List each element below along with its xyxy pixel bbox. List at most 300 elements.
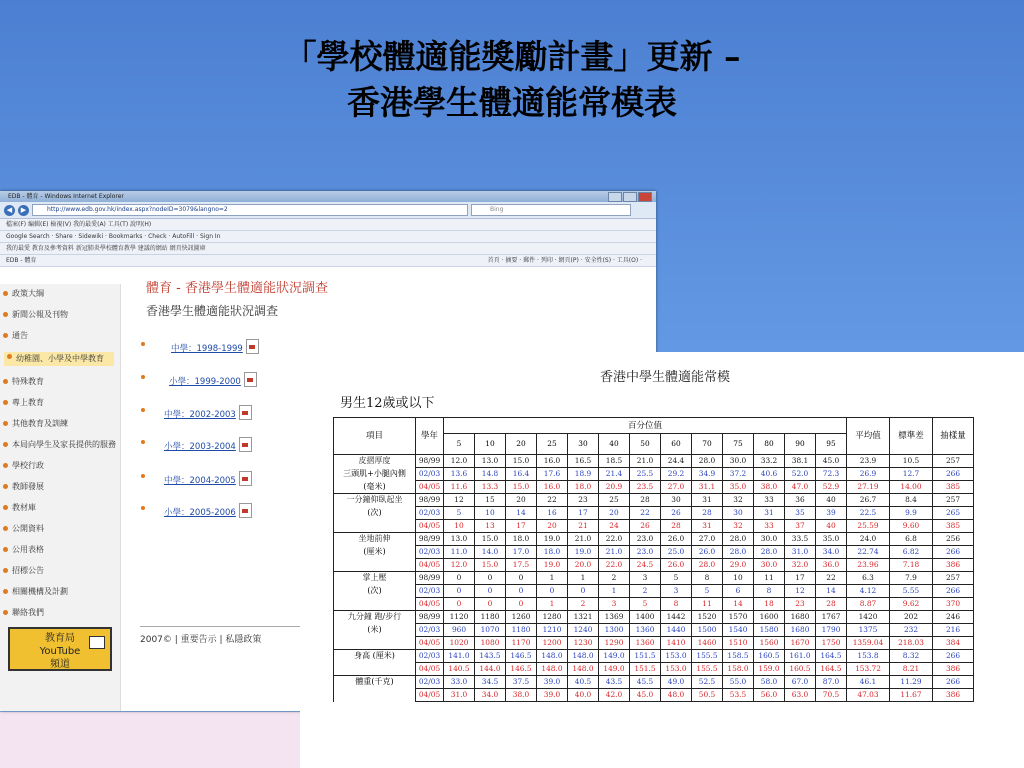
value-cell: 17.5 [506, 559, 537, 572]
value-cell: 30 [661, 494, 692, 507]
year-cell: 98/99 [416, 533, 444, 546]
value-cell: 0 [506, 572, 537, 585]
n-cell: 386 [933, 559, 974, 572]
value-cell: 0 [506, 585, 537, 598]
value-cell: 1400 [630, 611, 661, 624]
value-cell: 52.0 [785, 468, 816, 481]
value-cell: 1 [537, 572, 568, 585]
value-cell: 28.0 [692, 455, 723, 468]
value-cell: 0 [475, 598, 506, 611]
norm-table-panel [300, 352, 1024, 768]
item-label: 坐地前伸 [334, 533, 416, 546]
year-cell: 98/99 [416, 611, 444, 624]
sidebar-item[interactable]: 新聞公報及刊物 [0, 310, 120, 320]
value-cell: 45.0 [630, 689, 661, 702]
minimize-button[interactable] [608, 192, 622, 202]
table-row [334, 559, 974, 572]
tv-icon [89, 636, 105, 649]
value-cell: 1300 [599, 624, 630, 637]
table-row [334, 676, 974, 689]
value-cell: 14 [723, 598, 754, 611]
sidebar-item[interactable]: 本局向學生及家長提供的服務 [0, 440, 120, 450]
content-subheading: 香港學生體適能狀況調查 [146, 304, 279, 318]
sidebar-item[interactable]: 學校行政 [0, 461, 120, 471]
value-cell: 28 [661, 520, 692, 533]
value-cell: 16.4 [506, 468, 537, 481]
n-cell: 256 [933, 533, 974, 546]
value-cell: 17 [568, 507, 599, 520]
mean-cell: 26.7 [847, 494, 890, 507]
sd-cell: 11.29 [890, 676, 933, 689]
command-bar[interactable]: 首頁 · 摘要 · 郵件 · 列印 · 網頁(P) · 安全性(S) · 工具(O) · [487, 257, 642, 264]
sidebar-item[interactable]: 教材庫 [0, 503, 120, 513]
value-cell: 8 [754, 585, 785, 598]
mean-cell: 1359.04 [847, 637, 890, 650]
value-cell: 16.5 [568, 455, 599, 468]
value-cell: 32 [723, 520, 754, 533]
report-link[interactable] [146, 437, 252, 452]
value-cell: 1570 [723, 611, 754, 624]
percentile-header: 30 [568, 434, 599, 455]
mean-cell: 22.5 [847, 507, 890, 520]
value-cell: 16.0 [537, 481, 568, 494]
value-cell: 28 [816, 598, 847, 611]
norm-table-subtitle: 男生12歲或以下 [340, 396, 435, 411]
value-cell: 30.0 [754, 533, 785, 546]
report-link-text[interactable]: 小學：2003-2004 [164, 442, 236, 452]
value-cell: 0 [506, 598, 537, 611]
item-label: 皮摺厚度 [334, 455, 416, 468]
table-header-row [334, 418, 974, 434]
table-row [334, 572, 974, 585]
search-input[interactable]: Bing [471, 204, 631, 216]
value-cell: 13.6 [444, 468, 475, 481]
percentile-header: 50 [630, 434, 661, 455]
value-cell: 1440 [661, 624, 692, 637]
value-cell: 10 [444, 520, 475, 533]
table-row [334, 650, 974, 663]
value-cell: 1410 [661, 637, 692, 650]
value-cell: 148.0 [537, 663, 568, 676]
value-cell: 17.6 [537, 468, 568, 481]
table-row [334, 533, 974, 546]
sidebar-item[interactable]: 公開資料 [0, 524, 120, 534]
value-cell: 34.5 [475, 676, 506, 689]
value-cell: 20 [599, 507, 630, 520]
year-cell: 04/05 [416, 663, 444, 676]
sidebar-item[interactable]: 教師發展 [0, 482, 120, 492]
value-cell: 1670 [785, 637, 816, 650]
value-cell: 40.5 [568, 676, 599, 689]
value-cell: 1020 [444, 637, 475, 650]
value-cell: 21.4 [599, 468, 630, 481]
value-cell: 34.0 [816, 546, 847, 559]
page-footer[interactable]: 2007© | 重要告示 | 私隱政策 [140, 635, 262, 645]
year-cell: 02/03 [416, 676, 444, 689]
value-cell: 149.0 [599, 663, 630, 676]
sidebar-item[interactable]: 其他教育及訓練 [0, 419, 120, 429]
year-cell: 04/05 [416, 559, 444, 572]
value-cell: 31 [754, 507, 785, 520]
sidebar-item[interactable]: 聯絡我們 [0, 608, 120, 618]
report-link[interactable] [146, 471, 252, 486]
sidebar-item[interactable]: 政策大綱 [0, 289, 120, 299]
value-cell: 33.5 [785, 533, 816, 546]
value-cell: 31.1 [692, 481, 723, 494]
value-cell: 148.0 [568, 663, 599, 676]
value-cell: 17.0 [506, 546, 537, 559]
youtube-line3: 頻道 [50, 659, 70, 670]
mean-cell: 26.9 [847, 468, 890, 481]
sidebar-item[interactable]: 相關機構及計劃 [0, 587, 120, 597]
value-cell: 12 [785, 585, 816, 598]
table-row [334, 507, 974, 520]
percentile-header: 90 [785, 434, 816, 455]
value-cell: 28 [692, 507, 723, 520]
report-link-text[interactable]: 小學：1999-2000 [169, 377, 241, 387]
value-cell: 23 [568, 494, 599, 507]
value-cell: 28.0 [692, 559, 723, 572]
value-cell: 1360 [630, 637, 661, 650]
value-cell: 67.0 [785, 676, 816, 689]
percentile-header: 5 [444, 434, 475, 455]
value-cell: 1442 [661, 611, 692, 624]
n-cell: 370 [933, 598, 974, 611]
slide-title-line1: 「學校體適能獎勵計畫」更新 – [283, 37, 741, 76]
slide-title [0, 34, 1024, 126]
value-cell: 19.0 [537, 533, 568, 546]
value-cell: 18.0 [568, 481, 599, 494]
value-cell: 12 [444, 494, 475, 507]
value-cell: 25.0 [661, 546, 692, 559]
mean-cell: 1420 [847, 611, 890, 624]
sidebar [0, 284, 121, 711]
value-cell: 24.5 [630, 559, 661, 572]
item-label: 九分鐘 跑/步行 [334, 611, 416, 624]
value-cell: 3 [599, 598, 630, 611]
value-cell: 1510 [723, 637, 754, 650]
value-cell: 35.0 [723, 481, 754, 494]
n-cell: 216 [933, 624, 974, 637]
value-cell: 15.0 [475, 533, 506, 546]
value-cell: 52.5 [692, 676, 723, 689]
maximize-button[interactable] [623, 192, 637, 202]
value-cell: 1360 [630, 624, 661, 637]
value-cell: 70.5 [816, 689, 847, 702]
year-cell: 04/05 [416, 598, 444, 611]
value-cell: 39.0 [537, 676, 568, 689]
address-bar[interactable]: http://www.edb.gov.hk/index.aspx?nodeID=3079&langno=2 [32, 204, 468, 216]
value-cell: 146.5 [506, 650, 537, 663]
value-cell: 40 [816, 494, 847, 507]
value-cell: 1170 [506, 637, 537, 650]
value-cell: 35 [785, 507, 816, 520]
header-year: 學年 [416, 418, 444, 455]
value-cell: 21.0 [568, 533, 599, 546]
value-cell: 87.0 [816, 676, 847, 689]
value-cell: 30 [723, 507, 754, 520]
value-cell: 14 [816, 585, 847, 598]
value-cell: 1767 [816, 611, 847, 624]
value-cell: 143.5 [475, 650, 506, 663]
value-cell: 12.0 [444, 455, 475, 468]
value-cell: 33 [754, 520, 785, 533]
value-cell: 153.0 [661, 650, 692, 663]
value-cell: 13.0 [475, 455, 506, 468]
value-cell: 6 [723, 585, 754, 598]
value-cell: 15.0 [506, 481, 537, 494]
mean-cell: 23.9 [847, 455, 890, 468]
value-cell: 19.0 [568, 546, 599, 559]
value-cell: 1180 [475, 611, 506, 624]
value-cell: 5 [692, 585, 723, 598]
sd-cell: 5.55 [890, 585, 933, 598]
report-link[interactable] [146, 405, 252, 420]
close-button[interactable] [638, 192, 652, 202]
n-cell: 257 [933, 455, 974, 468]
header-n: 抽樣量 [933, 418, 974, 455]
value-cell: 23.0 [630, 546, 661, 559]
sd-cell: 232 [890, 624, 933, 637]
value-cell: 26 [630, 520, 661, 533]
value-cell: 3 [661, 585, 692, 598]
value-cell: 43.5 [599, 676, 630, 689]
value-cell: 155.5 [692, 663, 723, 676]
percentile-header: 60 [661, 434, 692, 455]
value-cell: 15.0 [506, 455, 537, 468]
sd-cell: 8.32 [890, 650, 933, 663]
value-cell: 38.1 [785, 455, 816, 468]
value-cell: 1680 [785, 611, 816, 624]
n-cell: 246 [933, 611, 974, 624]
value-cell: 1230 [568, 637, 599, 650]
value-cell: 15 [475, 494, 506, 507]
table-row [334, 585, 974, 598]
item-label: 體重(千克) [334, 676, 416, 689]
header-sd: 標準差 [890, 418, 933, 455]
value-cell: 23 [785, 598, 816, 611]
percentile-header: 75 [723, 434, 754, 455]
value-cell: 50.5 [692, 689, 723, 702]
value-cell: 159.0 [754, 663, 785, 676]
report-link[interactable] [146, 339, 259, 354]
value-cell: 1750 [816, 637, 847, 650]
value-cell: 1 [568, 572, 599, 585]
value-cell: 40.6 [754, 468, 785, 481]
value-cell: 21.0 [599, 546, 630, 559]
sd-cell: 14.00 [890, 481, 933, 494]
value-cell: 1 [537, 598, 568, 611]
norm-table-title: 香港中學生體適能常模 [600, 370, 731, 385]
youtube-channel-banner[interactable] [8, 627, 112, 671]
value-cell: 13.0 [444, 533, 475, 546]
value-cell: 25 [599, 494, 630, 507]
value-cell: 141.0 [444, 650, 475, 663]
percentile-header: 70 [692, 434, 723, 455]
pdf-icon[interactable] [239, 471, 252, 486]
value-cell: 140.5 [444, 663, 475, 676]
value-cell: 2 [568, 598, 599, 611]
percentile-header: 40 [599, 434, 630, 455]
value-cell: 34.9 [692, 468, 723, 481]
sidebar-item[interactable]: 專上教育 [0, 398, 120, 408]
value-cell: 26.0 [661, 533, 692, 546]
value-cell: 960 [444, 624, 475, 637]
year-cell: 04/05 [416, 520, 444, 533]
value-cell: 0 [537, 585, 568, 598]
value-cell: 1680 [785, 624, 816, 637]
header-mean: 平均值 [847, 418, 890, 455]
report-link-text[interactable]: 中學：2004-2005 [164, 476, 236, 486]
percentile-header: 95 [816, 434, 847, 455]
value-cell: 146.5 [506, 663, 537, 676]
value-cell: 56.0 [754, 689, 785, 702]
table-row [334, 494, 974, 507]
item-label: (次) [334, 585, 416, 598]
value-cell: 18.9 [568, 468, 599, 481]
value-cell: 47.0 [785, 481, 816, 494]
n-cell: 386 [933, 689, 974, 702]
report-link[interactable] [146, 372, 257, 387]
value-cell: 11.0 [444, 546, 475, 559]
value-cell: 8 [661, 598, 692, 611]
value-cell: 161.0 [785, 650, 816, 663]
n-cell: 384 [933, 637, 974, 650]
menu-bar[interactable]: 檔案(F) 編輯(E) 檢視(V) 我的最愛(A) 工具(T) 說明(H) [0, 219, 656, 231]
window-controls [608, 192, 652, 202]
value-cell: 37 [785, 520, 816, 533]
value-cell: 31 [692, 494, 723, 507]
value-cell: 1580 [754, 624, 785, 637]
value-cell: 18.0 [506, 533, 537, 546]
sd-cell: 12.7 [890, 468, 933, 481]
table-row [334, 481, 974, 494]
pdf-icon[interactable] [246, 339, 259, 354]
mean-cell: 24.0 [847, 533, 890, 546]
google-toolbar[interactable]: Google Search · Share · Sidewiki · Bookmarks · Check · AutoFill · Sign In [0, 231, 656, 243]
table-row [334, 468, 974, 481]
value-cell: 28.0 [723, 533, 754, 546]
value-cell: 0 [475, 585, 506, 598]
value-cell: 58.0 [754, 676, 785, 689]
report-link-text[interactable]: 中學：1998-1999 [171, 344, 243, 354]
value-cell: 1210 [537, 624, 568, 637]
value-cell: 31.0 [785, 546, 816, 559]
value-cell: 18.0 [537, 546, 568, 559]
value-cell: 30.0 [723, 455, 754, 468]
pdf-icon[interactable] [239, 437, 252, 452]
year-cell: 98/99 [416, 455, 444, 468]
sidebar-item[interactable]: 招標公告 [0, 566, 120, 576]
value-cell: 21 [568, 520, 599, 533]
value-cell: 16.0 [537, 455, 568, 468]
n-cell: 257 [933, 572, 974, 585]
mean-cell: 153.72 [847, 663, 890, 676]
value-cell: 1520 [692, 611, 723, 624]
value-cell: 151.5 [630, 650, 661, 663]
youtube-line2: YouTube [39, 646, 81, 657]
report-link-text[interactable]: 中學：2002-2003 [164, 410, 236, 420]
value-cell: 22 [537, 494, 568, 507]
favorites-bar[interactable]: 我的最愛 教育及參考資料 新冠肺炎學校體育教學 建議的網站 網頁快訊圖庫 [0, 243, 656, 255]
value-cell: 27.0 [661, 481, 692, 494]
address-row [0, 202, 656, 219]
sd-cell: 8.4 [890, 494, 933, 507]
item-label: 掌上壓 [334, 572, 416, 585]
forward-arrow-icon[interactable]: ▶ [18, 205, 29, 216]
back-arrow-icon[interactable]: ◀ [4, 205, 15, 216]
value-cell: 52.9 [816, 481, 847, 494]
item-label [334, 663, 416, 676]
sd-cell: 218.03 [890, 637, 933, 650]
value-cell: 15.0 [475, 559, 506, 572]
value-cell: 40 [816, 520, 847, 533]
value-cell: 49.0 [661, 676, 692, 689]
sidebar-item[interactable]: 公用表格 [0, 545, 120, 555]
value-cell: 27.0 [692, 533, 723, 546]
sidebar-item-active[interactable]: 幼稚園、小學及中學教育 [4, 352, 114, 366]
value-cell: 11.6 [444, 481, 475, 494]
value-cell: 5 [661, 572, 692, 585]
n-cell: 385 [933, 520, 974, 533]
footer-divider [140, 626, 300, 627]
value-cell: 25.5 [630, 468, 661, 481]
value-cell: 1070 [475, 624, 506, 637]
pdf-icon[interactable] [239, 405, 252, 420]
value-cell: 164.5 [816, 650, 847, 663]
value-cell: 11 [692, 598, 723, 611]
report-link-text[interactable]: 小學：2005-2006 [164, 508, 236, 518]
value-cell: 23.0 [630, 533, 661, 546]
item-label [334, 598, 416, 611]
year-cell: 02/03 [416, 507, 444, 520]
sidebar-item[interactable]: 特殊教育 [0, 377, 120, 387]
value-cell: 14.0 [475, 546, 506, 559]
value-cell: 32.0 [785, 559, 816, 572]
item-label: 身高 (厘米) [334, 650, 416, 663]
value-cell: 1290 [599, 637, 630, 650]
value-cell: 8 [692, 572, 723, 585]
value-cell: 3 [630, 572, 661, 585]
value-cell: 33 [754, 494, 785, 507]
mean-cell: 46.1 [847, 676, 890, 689]
sidebar-item[interactable]: 通告 [0, 331, 120, 341]
sd-cell: 6.82 [890, 546, 933, 559]
value-cell: 28 [630, 494, 661, 507]
n-cell: 266 [933, 546, 974, 559]
n-cell: 265 [933, 507, 974, 520]
value-cell: 32 [723, 494, 754, 507]
sd-cell: 9.60 [890, 520, 933, 533]
value-cell: 12.0 [444, 559, 475, 572]
value-cell: 14 [506, 507, 537, 520]
value-cell: 22 [816, 572, 847, 585]
percentile-header: 20 [506, 434, 537, 455]
mean-cell: 47.03 [847, 689, 890, 702]
pdf-icon[interactable] [244, 372, 257, 387]
tab-edb[interactable]: EDB - 體育 [6, 257, 37, 264]
value-cell: 20.9 [599, 481, 630, 494]
value-cell: 1460 [692, 637, 723, 650]
n-cell: 266 [933, 468, 974, 481]
pdf-icon[interactable] [239, 503, 252, 518]
year-cell: 04/05 [416, 481, 444, 494]
slide-title-line2: 香港學生體適能常模表 [347, 83, 677, 122]
value-cell: 33.2 [754, 455, 785, 468]
value-cell: 1 [599, 585, 630, 598]
item-label: (米) [334, 624, 416, 637]
report-link[interactable] [146, 503, 252, 518]
